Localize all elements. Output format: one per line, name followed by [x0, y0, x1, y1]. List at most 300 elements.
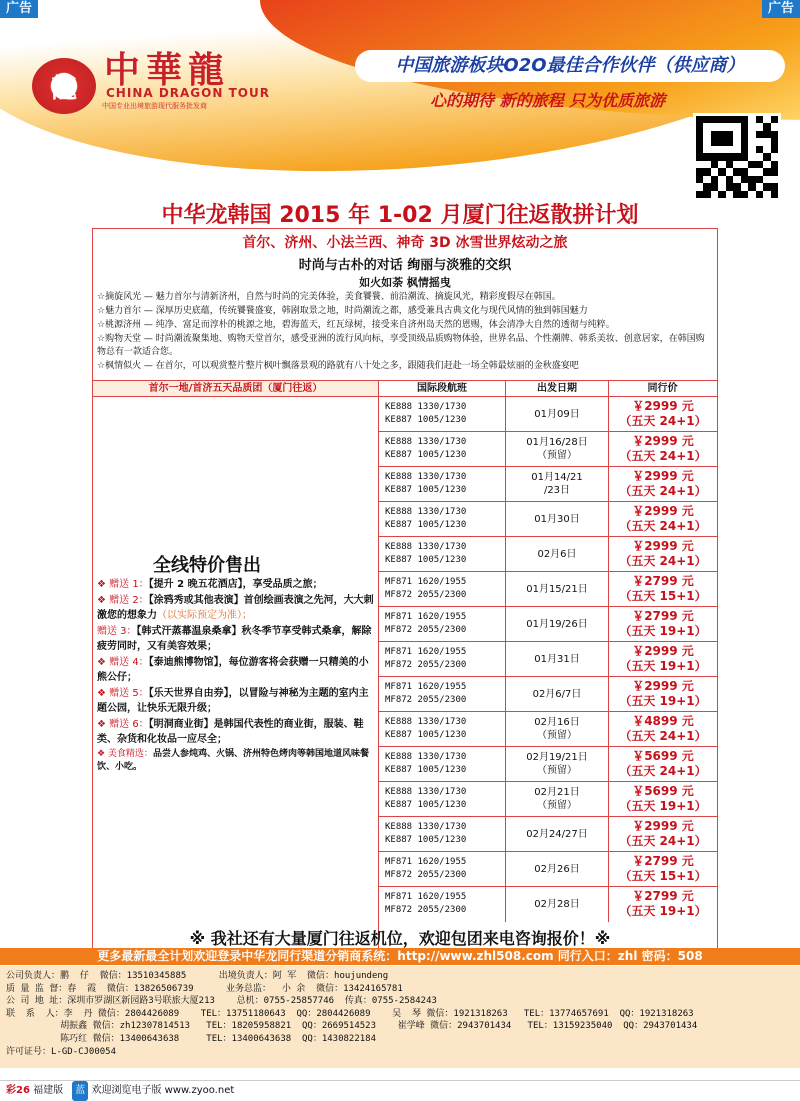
qr-cell: [696, 176, 703, 183]
qr-cell: [733, 123, 740, 130]
intro-section: [93, 229, 717, 381]
qr-cell: [741, 116, 748, 123]
qr-cell: [763, 153, 770, 160]
qr-cell: [733, 168, 740, 175]
departure-date: 02月19/21日: [526, 752, 588, 763]
table-row: [379, 572, 717, 607]
date-cell: [506, 537, 609, 571]
qr-cell: [703, 176, 710, 183]
qr-cell: [711, 176, 718, 183]
table-row: [379, 537, 717, 572]
table-row: [379, 747, 717, 782]
flight-cell: [379, 817, 506, 851]
flight-cell: [379, 747, 506, 781]
qr-cell: [748, 123, 755, 130]
qr-cell: [741, 191, 748, 198]
table-row: [379, 607, 717, 642]
outbound-flight: MF871 1620/1955: [385, 577, 467, 587]
qr-cell: [711, 153, 718, 160]
qr-cell: [756, 138, 763, 145]
qr-cell: [771, 191, 778, 198]
qr-cell: [726, 123, 733, 130]
date-cell: [506, 607, 609, 641]
flight-cell: [379, 537, 506, 571]
header-date: 出发日期: [505, 381, 608, 396]
qr-cell: [741, 131, 748, 138]
gift-3: [97, 624, 375, 654]
qr-cell: [741, 183, 748, 190]
qr-cell: [718, 131, 725, 138]
qr-code-icon: [693, 113, 781, 201]
gift-text: 【提升 2 晚五花酒店】，享受品质之旅；: [148, 579, 323, 590]
flight-cell: [379, 432, 506, 466]
table-header: [93, 381, 717, 397]
date-cell: [506, 712, 609, 746]
gift-5: [97, 686, 375, 716]
price-note: （五天 24+1）: [619, 764, 707, 778]
itinerary-table: [92, 228, 718, 959]
table-row: [379, 782, 717, 817]
table-row: [379, 887, 717, 922]
return-flight: MF872 2055/2300: [385, 905, 467, 915]
price-cell: [609, 747, 717, 781]
price: ￥4899 元: [632, 714, 694, 728]
qr-cell: [726, 183, 733, 190]
qr-cell: [748, 183, 755, 190]
qr-cell: [741, 146, 748, 153]
qr-cell: [703, 116, 710, 123]
departure-date: 01月19/26日: [526, 618, 588, 630]
flight-cell: [379, 852, 506, 886]
qr-cell: [718, 146, 725, 153]
qr-cell: [718, 161, 725, 168]
qr-cell: [771, 131, 778, 138]
qr-cell: [718, 183, 725, 190]
qr-cell: [696, 161, 703, 168]
promo-panel: [93, 397, 378, 958]
qr-cell: [741, 123, 748, 130]
flight-cell: [379, 607, 506, 641]
qr-cell: [748, 131, 755, 138]
price: ￥2799 元: [632, 609, 694, 623]
price-note: （五天 24+1）: [619, 414, 707, 428]
qr-cell: [718, 116, 725, 123]
departure-date: 02月26日: [534, 863, 580, 875]
promo-list: [97, 577, 375, 775]
return-flight: MF872 2055/2300: [385, 625, 467, 635]
qr-cell: [711, 131, 718, 138]
price-note: （五天 24+1）: [619, 729, 707, 743]
qr-cell: [741, 176, 748, 183]
gift-label: ❖ 赠送 6：: [97, 719, 149, 730]
gift-4: [97, 655, 375, 685]
flight-cell: [379, 572, 506, 606]
qr-cell: [703, 131, 710, 138]
logo-subtitle: 中国专业出境旅游现代服务批发商: [102, 102, 207, 110]
qr-cell: [763, 161, 770, 168]
gift-label: ❖ 赠送 4：: [97, 657, 149, 668]
qr-cell: [741, 153, 748, 160]
flight-cell: [379, 502, 506, 536]
qr-cell: [726, 153, 733, 160]
flight-cell: [379, 887, 506, 922]
qr-cell: [741, 168, 748, 175]
date-note: （预留）: [537, 730, 577, 741]
ad-label-right: 广告: [762, 0, 800, 18]
qr-cell: [756, 176, 763, 183]
outbound-flight: KE888 1330/1730: [385, 717, 467, 727]
return-flight: KE887 1005/1230: [385, 485, 467, 495]
qr-cell: [696, 138, 703, 145]
departure-date: 01月30日: [534, 513, 580, 525]
qr-cell: [763, 191, 770, 198]
lan-logo-icon: 蓝: [72, 1081, 88, 1101]
price-note: （五天 19+1）: [619, 694, 707, 708]
qr-cell: [763, 123, 770, 130]
price-cell: [609, 782, 717, 816]
price: ￥2799 元: [632, 574, 694, 588]
qr-cell: [771, 123, 778, 130]
qr-cell: [756, 161, 763, 168]
price: ￥2999 元: [632, 539, 694, 553]
price-cell: [609, 572, 717, 606]
qr-cell: [763, 131, 770, 138]
table-row: [379, 642, 717, 677]
departure-date: 01月09日: [534, 408, 580, 420]
flight-cell: [379, 642, 506, 676]
qr-cell: [748, 191, 755, 198]
qr-cell: [718, 153, 725, 160]
qr-cell: [696, 168, 703, 175]
qr-cell: [718, 168, 725, 175]
qr-cell: [703, 161, 710, 168]
departure-date: 02月16日: [534, 717, 580, 728]
inquiry-note: ※ 我社还有大量厦门往返机位，欢迎包团来电咨询报价！※: [189, 929, 611, 948]
qr-cell: [711, 183, 718, 190]
qr-cell: [733, 146, 740, 153]
page-footer: [0, 1080, 800, 1100]
gift-label: ❖ 赠送 2：: [97, 595, 149, 606]
qr-cell: [711, 168, 718, 175]
qr-cell: [726, 116, 733, 123]
qr-cell: [726, 131, 733, 138]
gift-note: （以实际预定为准）；: [157, 610, 252, 621]
qr-cell: [703, 168, 710, 175]
qr-cell: [718, 138, 725, 145]
return-flight: KE887 1005/1230: [385, 450, 467, 460]
outbound-flight: KE888 1330/1730: [385, 402, 467, 412]
price-note: （五天 24+1）: [619, 554, 707, 568]
qr-cell: [756, 153, 763, 160]
gift-text: 【泰迪熊博物馆】，每位游客将会获赠一只精美的小熊公仔；: [97, 657, 369, 683]
feature-item: ☆枫情似火 — 在首尔，可以观赏整片整片枫叶飘落景观的路就有八十处之多，跟随我们赶赴一场全韩最炫丽的金秋盛宴吧: [97, 361, 579, 371]
departure-rows: [378, 397, 717, 958]
outbound-flight: MF871 1620/1955: [385, 857, 467, 867]
outbound-flight: MF871 1620/1955: [385, 892, 467, 902]
website-link[interactable]: 欢迎浏览电子版 www.zyoo.net: [91, 1085, 235, 1096]
qr-cell: [763, 146, 770, 153]
gift-1: [97, 577, 375, 592]
page-number: 彩26: [6, 1085, 30, 1096]
price-cell: [609, 502, 717, 536]
tagline-sub: 如火如荼 枫情摇曳: [359, 276, 451, 289]
return-flight: KE887 1005/1230: [385, 835, 467, 845]
qr-cell: [756, 168, 763, 175]
table-row: [379, 432, 717, 467]
qr-cell: [711, 138, 718, 145]
qr-cell: [726, 168, 733, 175]
price: ￥2999 元: [632, 504, 694, 518]
qr-cell: [748, 116, 755, 123]
qr-cell: [733, 191, 740, 198]
qr-cell: [718, 123, 725, 130]
price: ￥2999 元: [632, 644, 694, 658]
price-cell: [609, 887, 717, 922]
price-cell: [609, 607, 717, 641]
price-note: （五天 15+1）: [619, 589, 707, 603]
price: ￥2999 元: [632, 819, 694, 833]
qr-cell: [696, 131, 703, 138]
qr-cell: [726, 176, 733, 183]
return-flight: KE887 1005/1230: [385, 730, 467, 740]
qr-cell: [711, 146, 718, 153]
price-note: （五天 19+1）: [619, 624, 707, 638]
header-group: 首尔一地/首济五天品质团（厦门往返）: [93, 381, 378, 396]
contact-line: 联 系 人：李 丹 微信：2804426089 TEL：13751180643 QQ：2804426089 吴 琴 微信：1921318263 TEL：13774657691 QQ：1921318263: [6, 1008, 694, 1019]
contact-line: 质 量 监 督：春 霞 微信：13826506739 业务总监： 小 余 微信：13424165781: [6, 983, 403, 994]
gift-text: 品尝人参炖鸡、火锅、济州特色烤肉等韩国地道风味餐饮、小吃。: [97, 749, 369, 772]
qr-cell: [703, 146, 710, 153]
return-flight: KE887 1005/1230: [385, 800, 467, 810]
qr-cell: [771, 138, 778, 145]
departure-date: 01月16/28日: [526, 437, 588, 448]
qr-cell: [748, 146, 755, 153]
qr-cell: [711, 191, 718, 198]
outbound-flight: KE888 1330/1730: [385, 822, 467, 832]
departure-date: 02月6日: [537, 548, 577, 560]
return-flight: MF872 2055/2300: [385, 590, 467, 600]
flight-cell: [379, 712, 506, 746]
tagline-main: 时尚与古朴的对话 绚丽与淡雅的交织: [298, 258, 512, 273]
contact-line: 胡振鑫 微信：zh12307814513 TEL：18205958821 QQ：2669514523 崔学峰 微信：2943701434 TEL：13159235040 QQ：2943701434: [6, 1021, 698, 1032]
qr-cell: [733, 176, 740, 183]
route-title: 首尔、济州、小法兰西、神奇 3D 冰雪世界炫动之旅: [242, 235, 568, 251]
qr-cell: [711, 123, 718, 130]
qr-cell: [696, 153, 703, 160]
date-cell: [506, 852, 609, 886]
qr-cell: [771, 116, 778, 123]
date-cell: [506, 782, 609, 816]
qr-cell: [763, 168, 770, 175]
table-row: [379, 677, 717, 712]
slogan-journey: 心的期待 新的旅程 只为优质旅游: [430, 91, 666, 110]
qr-cell: [771, 183, 778, 190]
outbound-flight: MF871 1620/1955: [385, 647, 467, 657]
qr-cell: [726, 146, 733, 153]
departure-date: 02月6/7日: [532, 688, 582, 700]
date-cell: [506, 397, 609, 431]
header-price: 同行价: [608, 381, 716, 396]
date-cell: [506, 677, 609, 711]
header-flights: 国际段航班: [378, 381, 505, 396]
qr-cell: [763, 176, 770, 183]
qr-cell: [756, 183, 763, 190]
price-note: （五天 24+1）: [619, 834, 707, 848]
feature-item: ☆桃源济州 — 纯净、富足而淳朴的桃源之地，碧海蓝天，红瓦绿树，接受来自济州岛天然的恩赐，体会清净大自然的透彻与纯粹。: [97, 320, 615, 330]
flight-cell: [379, 782, 506, 816]
price: ￥2999 元: [632, 469, 694, 483]
price: ￥2799 元: [632, 854, 694, 868]
qr-cell: [696, 191, 703, 198]
gift-2: [97, 593, 375, 623]
qr-cell: [771, 153, 778, 160]
qr-cell: [703, 153, 710, 160]
outbound-flight: MF871 1620/1955: [385, 612, 467, 622]
table-row: [379, 817, 717, 852]
date-cell: [506, 467, 609, 501]
date-cell: [506, 502, 609, 536]
date-cell: [506, 572, 609, 606]
price-cell: [609, 677, 717, 711]
outbound-flight: KE888 1330/1730: [385, 542, 467, 552]
outbound-flight: KE888 1330/1730: [385, 787, 467, 797]
header-banner: [0, 0, 800, 193]
gift-6: [97, 717, 375, 747]
date-note: （预留）: [537, 450, 577, 461]
qr-cell: [771, 161, 778, 168]
slogan-partner: 中国旅游板块O2O最佳合作伙伴（供应商）: [355, 50, 785, 82]
contact-line: 陈巧红 微信：13400643638 TEL：13400643638 QQ：1430822184: [6, 1033, 377, 1044]
qr-cell: [718, 191, 725, 198]
date-cell: [506, 642, 609, 676]
qr-cell: [733, 138, 740, 145]
outbound-flight: KE888 1330/1730: [385, 752, 467, 762]
qr-cell: [726, 191, 733, 198]
return-flight: MF872 2055/2300: [385, 870, 467, 880]
gift-label: ❖ 赠送 1：: [97, 579, 149, 590]
qr-cell: [748, 161, 755, 168]
price-cell: [609, 467, 717, 501]
qr-cell: [771, 176, 778, 183]
qr-cell: [763, 138, 770, 145]
departure-date: 02月21日: [534, 787, 580, 798]
date-note: （预留）: [537, 800, 577, 811]
qr-cell: [733, 183, 740, 190]
return-flight: MF872 2055/2300: [385, 660, 467, 670]
license-number: 许可证号：L-GD-CJ00054: [6, 1046, 117, 1057]
return-flight: MF872 2055/2300: [385, 695, 467, 705]
price-cell: [609, 432, 717, 466]
qr-cell: [726, 138, 733, 145]
table-row: [379, 502, 717, 537]
qr-cell: [703, 138, 710, 145]
price-note: （五天 19+1）: [619, 904, 707, 918]
return-flight: KE887 1005/1230: [385, 765, 467, 775]
return-flight: KE887 1005/1230: [385, 555, 467, 565]
qr-cell: [696, 183, 703, 190]
qr-cell: [703, 123, 710, 130]
date-cell: [506, 747, 609, 781]
edition-label: 福建版: [33, 1085, 64, 1096]
qr-cell: [763, 183, 770, 190]
price: ￥2799 元: [632, 889, 694, 903]
price-cell: [609, 852, 717, 886]
qr-cell: [711, 161, 718, 168]
gift-label: 赠送 3：: [97, 626, 137, 637]
flight-cell: [379, 467, 506, 501]
qr-cell: [756, 131, 763, 138]
qr-cell: [756, 116, 763, 123]
qr-cell: [771, 146, 778, 153]
date-cell: [506, 432, 609, 466]
feature-item: ☆魅力首尔 — 深厚历史底蕴，传统饕餮盛宴，韩剧取景之地，时尚潮流之都，感受兼具古典文化与现代风情的独到韩国魅力: [97, 306, 588, 316]
date-cell: [506, 817, 609, 851]
gift-label: ❖ 美食精选：: [97, 749, 153, 759]
price-note: （五天 19+1）: [619, 799, 707, 813]
contact-line: 公 司 地 址：深圳市罗湖区新园路3号联旅大厦213 总机：0755-25857746 传真：0755-2584243: [6, 996, 437, 1007]
promo-title: 全线特价售出: [153, 555, 261, 576]
qr-cell: [726, 161, 733, 168]
price-note: （五天 19+1）: [619, 659, 707, 673]
flight-cell: [379, 677, 506, 711]
login-banner[interactable]: 更多最新最全计划欢迎登录中华龙同行渠道分销商系统：http://www.zhl508.com 同行入口：zhl 密码：508: [0, 948, 800, 965]
price: ￥2999 元: [632, 434, 694, 448]
outbound-flight: MF871 1620/1955: [385, 682, 467, 692]
qr-cell: [733, 116, 740, 123]
outbound-flight: KE888 1330/1730: [385, 507, 467, 517]
logo-chinese: 中華龍: [104, 50, 231, 91]
qr-cell: [741, 138, 748, 145]
table-row: [379, 467, 717, 502]
price-cell: [609, 817, 717, 851]
departure-date: 01月14/21: [531, 472, 583, 483]
qr-cell: [696, 116, 703, 123]
price-cell: [609, 642, 717, 676]
qr-cell: [756, 146, 763, 153]
gift-text: 【涂鸦秀或其他表演】首创绘画表演之先河，大大刺激您的想象力: [97, 595, 374, 621]
departure-date: 02月28日: [534, 899, 580, 910]
qr-cell: [748, 168, 755, 175]
qr-cell: [756, 123, 763, 130]
gift-text: 【韩式汗蒸幕温泉桑拿】秋冬季节享受韩式桑拿，解除疲劳同时，又有美容效果；: [97, 626, 372, 652]
qr-cell: [733, 153, 740, 160]
qr-cell: [696, 146, 703, 153]
gift-text: 【明洞商业街】是韩国代表性的商业街，服装、鞋类、杂货和化妆品一应尽全；: [97, 719, 364, 745]
date-note: （预留）: [537, 765, 577, 776]
return-flight: KE887 1005/1230: [385, 520, 467, 530]
price-cell: [609, 397, 717, 431]
qr-cell: [771, 168, 778, 175]
qr-cell: [748, 153, 755, 160]
price-note: （五天 24+1）: [619, 449, 707, 463]
qr-cell: [711, 116, 718, 123]
contact-block: [0, 966, 800, 1068]
price-cell: [609, 712, 717, 746]
qr-cell: [703, 191, 710, 198]
flight-cell: [379, 397, 506, 431]
qr-cell: [733, 131, 740, 138]
table-row: [379, 712, 717, 747]
price-note: （五天 15+1）: [619, 869, 707, 883]
qr-cell: [756, 191, 763, 198]
dragon-logo-icon: 龍: [32, 58, 96, 114]
gift-label: ❖ 赠送 5：: [97, 688, 149, 699]
date-note: /23日: [543, 485, 571, 496]
qr-cell: [748, 138, 755, 145]
departure-date: 01月31日: [534, 653, 580, 665]
price-note: （五天 24+1）: [619, 484, 707, 498]
table-row: [379, 397, 717, 432]
